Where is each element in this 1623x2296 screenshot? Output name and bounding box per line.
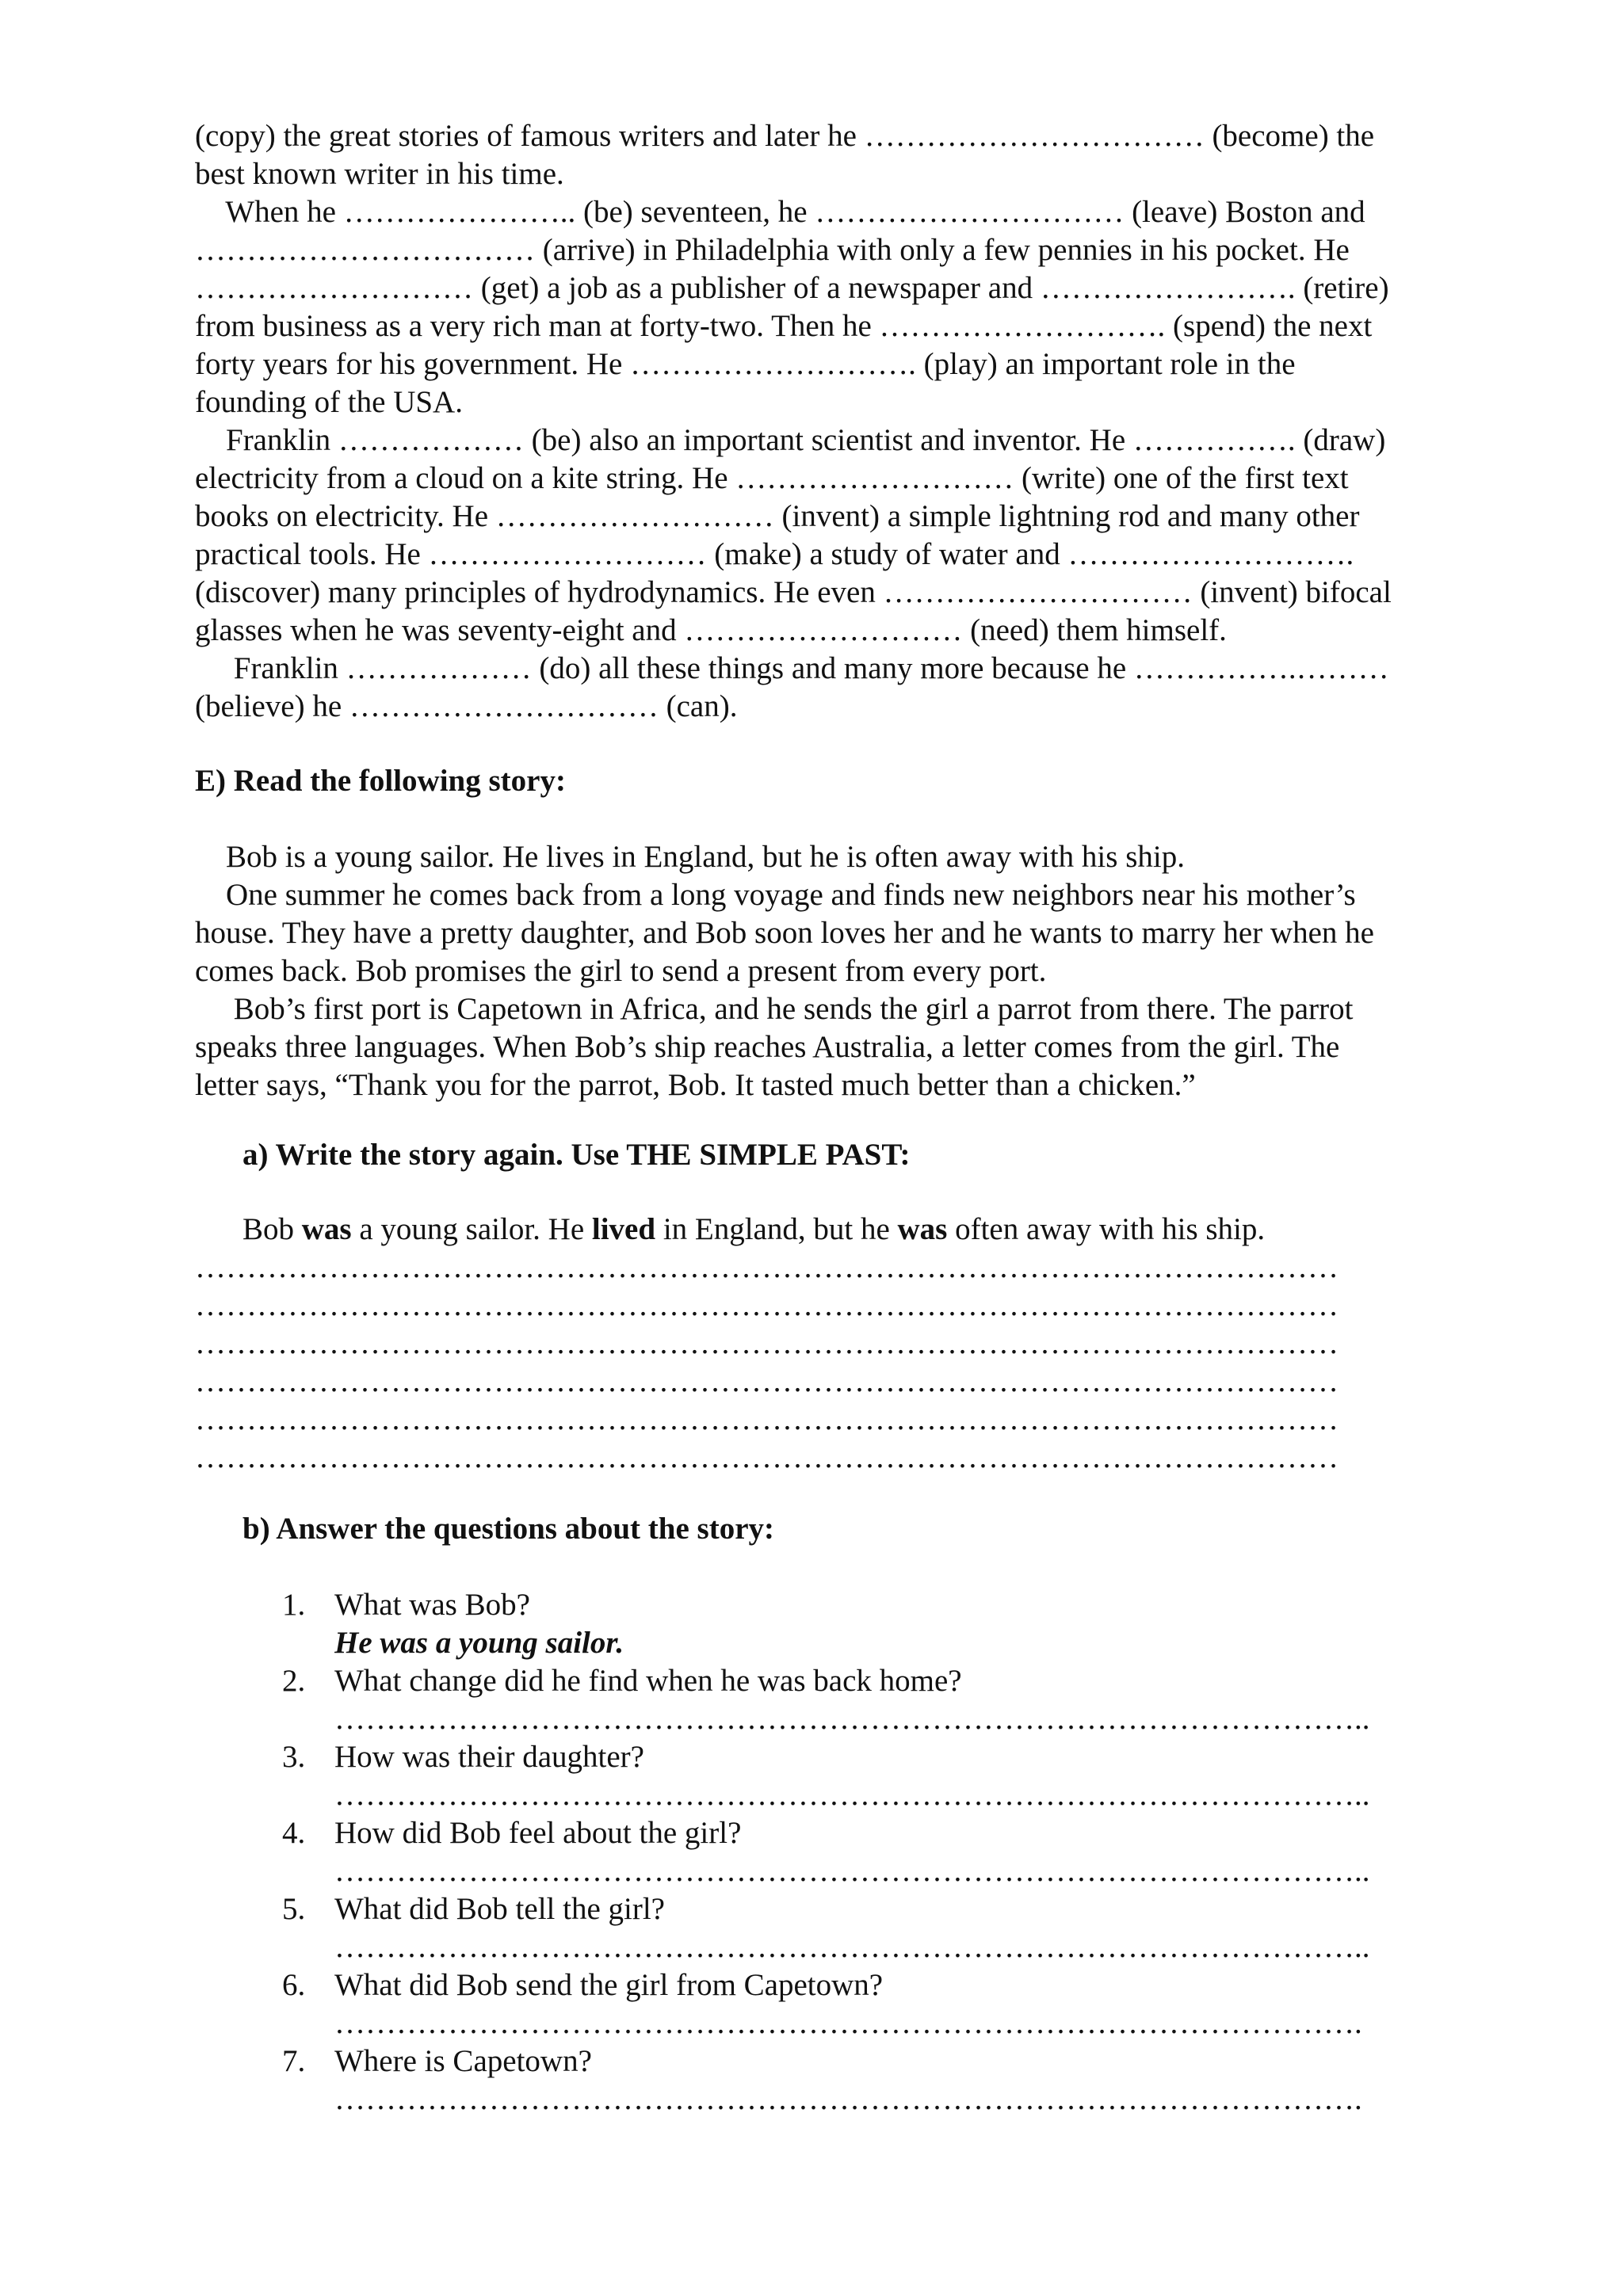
question-number: 5. (282, 1892, 306, 1926)
question-item (282, 1814, 1455, 1890)
passage-line: Franklin ……………… (do) all these things and many more because he …………….……… (195, 651, 1389, 685)
question-item (282, 1586, 1455, 1662)
dotted-line[interactable]: ………………………………………………………………………………………………… (195, 1288, 1338, 1322)
question-number: 6. (282, 1968, 306, 2002)
dotted-line[interactable]: ………………………………………………………………………………………………… (195, 1440, 1338, 1474)
question-number: 2. (282, 1664, 306, 1698)
example-answer: He was a young sailor. (334, 1626, 624, 1660)
example-text: a young sailor. He (351, 1212, 592, 1246)
dotted-line[interactable]: ………………………………………………………………………………………………… (195, 1326, 1338, 1360)
question-text: Where is Capetown? (334, 2044, 592, 2078)
passage-line: (copy) the great stories of famous writers and later he …………………………… (become) the (195, 119, 1375, 153)
passage-line: books on electricity. He ……………………… (invent) a simple lightning rod and many other (195, 499, 1360, 533)
franklin-passage (195, 117, 1463, 726)
story-line: letter says, “Thank you for the parrot, Bob. It tasted much better than a chicken.” (195, 1068, 1196, 1102)
writing-area[interactable] (195, 1249, 1447, 1477)
question-number: 4. (282, 1816, 306, 1850)
question-text: What was Bob? (334, 1588, 530, 1622)
passage-line: best known writer in his time. (195, 157, 564, 191)
passage-line: founding of the USA. (195, 385, 463, 419)
question-text: How did Bob feel about the girl? (334, 1816, 742, 1850)
story-passage (195, 838, 1463, 1104)
passage-line: Franklin ……………… (be) also an important scientist and inventor. He ……………. (draw) (195, 423, 1386, 457)
question-number: 3. (282, 1740, 306, 1774)
passage-line: forty years for his government. He ………………………. (play) an important role in the (195, 347, 1296, 381)
example-sentence (242, 1211, 1510, 1249)
question-number: 7. (282, 2044, 306, 2078)
dotted-line[interactable]: ………………………………………………………………………………………………… (195, 1364, 1338, 1398)
answer-line[interactable]: ……………………………………………………………………………………….. (334, 1930, 1370, 1964)
passage-line: ……………………… (get) a job as a publisher of a newspaper and ……………………. (retire) (195, 271, 1389, 305)
question-text: What did Bob send the girl from Capetown? (334, 1968, 884, 2002)
answer-line[interactable]: ……………………………………………………………………………………….. (334, 1778, 1370, 1812)
example-text: Bob (242, 1212, 302, 1246)
passage-line: glasses when he was seventy-eight and ……………………… (need) them himself. (195, 613, 1227, 647)
questions-list (282, 1586, 1455, 2119)
part-a-heading: a) Write the story again. Use THE SIMPLE PAST: (242, 1138, 911, 1172)
question-item (282, 1662, 1455, 1738)
passage-line: practical tools. He ……………………… (make) a study of water and ………………………. (195, 537, 1354, 571)
story-line: speaks three languages. When Bob’s ship reaches Australia, a letter comes from the girl. The (195, 1030, 1340, 1064)
story-line: One summer he comes back from a long voyage and finds new neighbors near his mother’s (195, 878, 1356, 912)
story-line: Bob’s first port is Capetown in Africa, and he sends the girl a parrot from there. The parrot (195, 992, 1354, 1026)
question-item (282, 1890, 1455, 1966)
question-item (282, 2042, 1455, 2119)
answer-line[interactable]: ……………………………………………………………………………………….. (334, 1702, 1370, 1736)
example-verb: was (897, 1212, 948, 1246)
example-text: often away with his ship. (947, 1212, 1266, 1246)
part-b-heading: b) Answer the questions about the story: (242, 1512, 774, 1546)
passage-line: …………………………… (arrive) in Philadelphia with only a few pennies in his pocket. He (195, 233, 1350, 267)
question-text: How was their daughter? (334, 1740, 644, 1774)
example-text: in England, but he (655, 1212, 898, 1246)
story-line: comes back. Bob promises the girl to send a present from every port. (195, 954, 1047, 988)
question-number: 1. (282, 1588, 306, 1622)
example-verb: was (301, 1212, 352, 1246)
section-e-heading: E) Read the following story: (195, 764, 566, 798)
answer-line[interactable]: ………………………………………………………………………………………. (334, 2082, 1362, 2116)
passage-line: from business as a very rich man at forty-two. Then he ………………………. (spend) the next (195, 309, 1373, 343)
answer-line[interactable]: ……………………………………………………………………………………….. (334, 1854, 1370, 1888)
story-line: Bob is a young sailor. He lives in England, but he is often away with his ship. (195, 840, 1185, 874)
dotted-line[interactable]: ………………………………………………………………………………………………… (195, 1402, 1338, 1436)
passage-line: (discover) many principles of hydrodynamics. He even ………………………… (invent) bifocal (195, 575, 1392, 609)
question-item (282, 1738, 1455, 1814)
passage-line: electricity from a cloud on a kite string. He ……………………… (write) one of the first text (195, 461, 1349, 495)
passage-line: When he ………………….. (be) seventeen, he ………………………… (leave) Boston and (195, 195, 1365, 229)
example-verb: lived (591, 1212, 656, 1246)
dotted-line[interactable]: ………………………………………………………………………………………………… (195, 1250, 1338, 1284)
question-text: What did Bob tell the girl? (334, 1892, 665, 1926)
question-item (282, 1966, 1455, 2042)
question-text: What change did he find when he was back home? (334, 1664, 962, 1698)
story-line: house. They have a pretty daughter, and Bob soon loves her and he wants to marry her when he (195, 916, 1374, 950)
passage-line: (believe) he ………………………… (can). (195, 689, 738, 723)
answer-line[interactable]: ………………………………………………………………………………………. (334, 2006, 1362, 2040)
